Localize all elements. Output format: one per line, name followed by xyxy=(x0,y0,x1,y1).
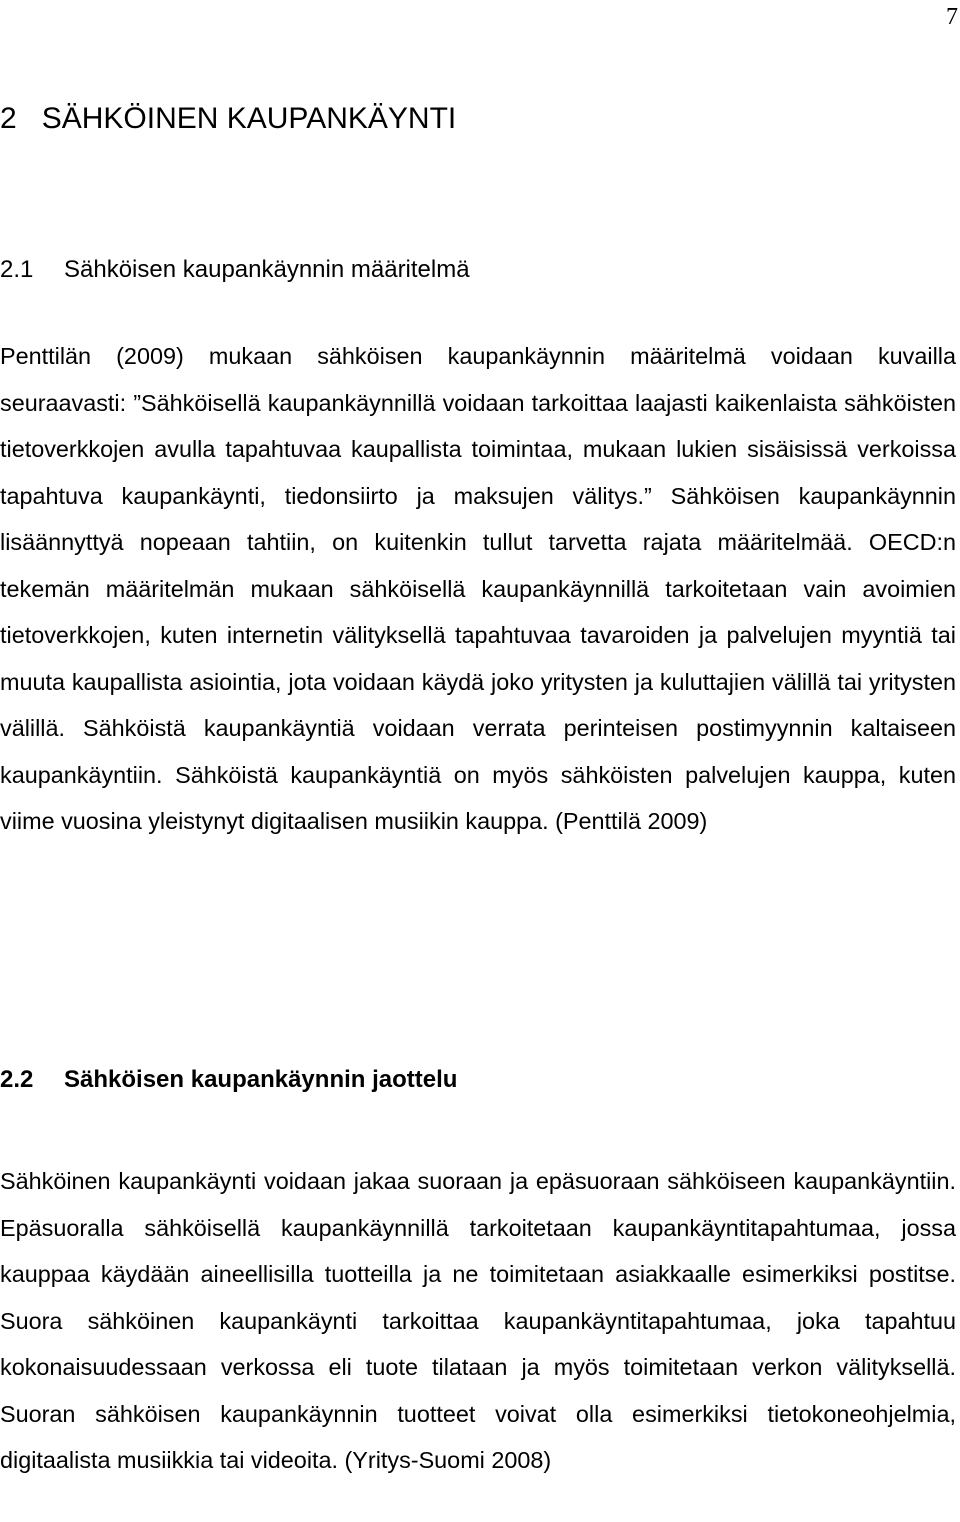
chapter-heading xyxy=(0,96,456,142)
chapter-number: 2 xyxy=(0,102,17,135)
chapter-title: SÄHKÖINEN KAUPANKÄYNTI xyxy=(41,102,457,135)
paragraph-definition: Penttilän (2009) mukaan sähköisen kaupankäynnin määritelmä voidaan kuvailla seuraavasti: ”Sähköisellä kaupankäynnillä voidaan tarkoittaa laajasti kaikenlaista sähköisten tietoverkkojen avulla tapahtuvaa kaupallista toimintaa, mukaan lukien sisäisissä verkoissa tapahtuva kaupankäynti, tiedonsiirto ja maksujen välitys.” Sähköisen kaupankäynnin lisäännyttyä nopeaan tahtiin, on kuitenkin tullut tarvetta rajata määritelmää. OECD:n tekemän määritelmän mukaan sähköisellä kaupankäynnillä tarkoitetaan vain avoimien tietoverkkojen, kuten internetin välityksellä tapahtuvaa tavaroiden ja palvelujen myyntiä tai muuta kaupallista asiointia, jota voidaan käydä joko yritysten ja kuluttajien välillä tai yritysten välillä. Sähköistä kaupankäyntiä voidaan verrata perinteisen postimyynnin kaltaiseen kaupankäyntiin. Sähköistä kaupankäyntiä on myös sähköisten palvelujen kauppa, kuten viime vuosina yleistynyt digitaalisen musiikin kauppa. (Penttilä 2009) xyxy=(0,343,956,834)
section-number: 2.1 xyxy=(0,256,34,283)
page-number: 7 xyxy=(946,4,958,30)
section-heading-2-2 xyxy=(0,1062,457,1098)
section-title: Sähköisen kaupankäynnin jaottelu xyxy=(64,1066,458,1093)
section-number: 2.2 xyxy=(0,1066,34,1093)
paragraph-classification: Sähköinen kaupankäynti voidaan jakaa suoraan ja epäsuoraan sähköiseen kaupankäyntiin. Epäsuoralla sähköisellä kaupankäynnillä tarkoitetaan kaupankäyntitapahtumaa, jossa kauppaa käydään aineellisilla tuotteilla ja ne toimitetaan asiakkaalle esimerkiksi postitse. Suora sähköinen kaupankäynti tarkoittaa kaupankäyntitapahtumaa, joka tapahtuu kokonaisuudessaan verkossa eli tuote tilataan ja myös toimitetaan verkon välityksellä. Suoran sähköisen kaupankäynnin tuotteet voivat olla esimerkiksi tietokoneohjelmia, digitaalista musiikkia tai videoita. (Yritys-Suomi 2008) xyxy=(0,1168,956,1473)
section-heading-2-1 xyxy=(0,252,470,288)
section-title: Sähköisen kaupankäynnin määritelmä xyxy=(64,256,470,283)
